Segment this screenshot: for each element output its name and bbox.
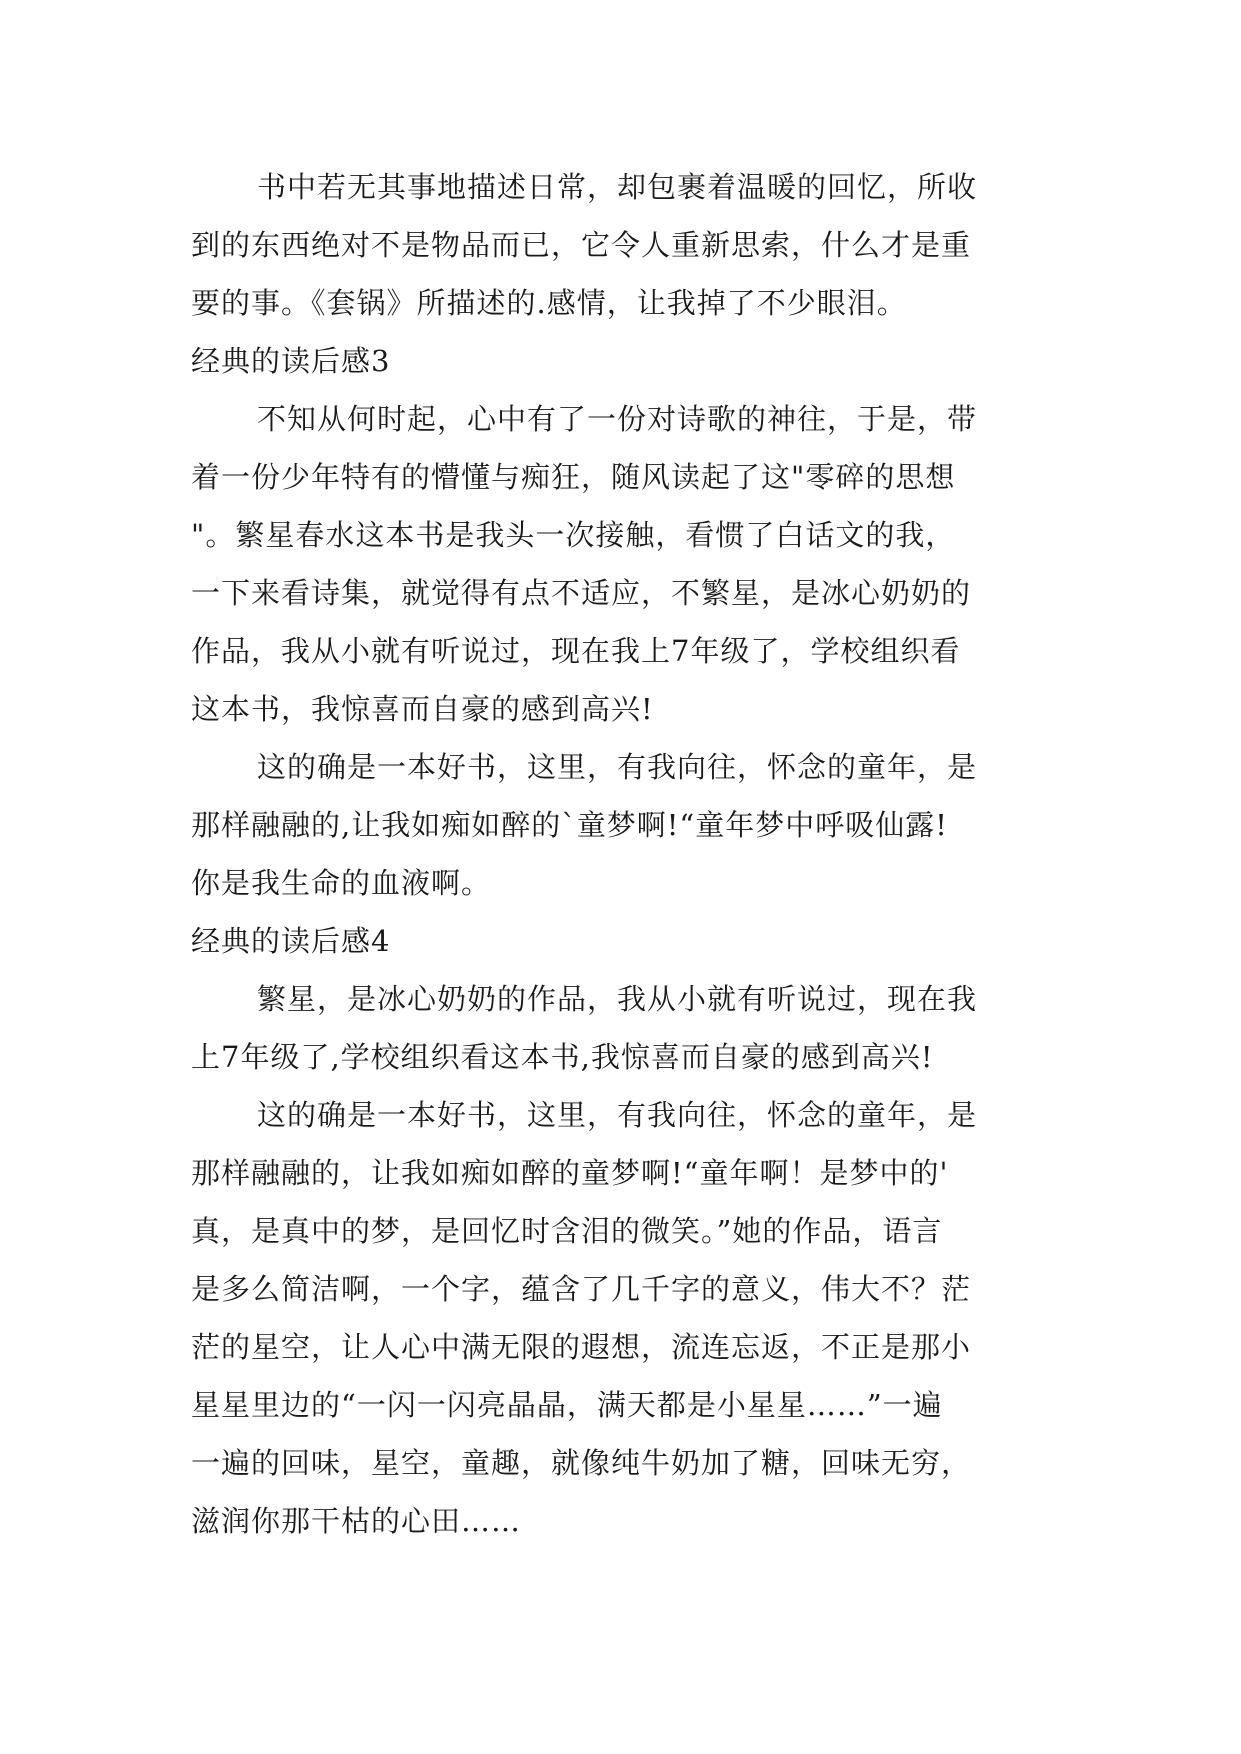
section-heading: 经典的读后感4 [191, 924, 391, 958]
paragraph-line: 那样融融的,让我如痴如醉的`童梦啊!“童年梦中呼吸仙露! [191, 808, 948, 842]
paragraph-line: 真，是真中的梦，是回忆时含泪的微笑。”她的作品，语言 [191, 1214, 943, 1248]
paragraph-line: 上7年级了,学校组织看这本书,我惊喜而自豪的感到高兴! [191, 1040, 934, 1074]
paragraph-line: 一下来看诗集，就觉得有点不适应，不繁星，是冰心奶奶的 [191, 576, 972, 610]
paragraph-line: 到的东西绝对不是物品而已，它令人重新思索，什么才是重 [191, 228, 972, 262]
paragraph-line: 这的确是一本好书，这里，有我向往，怀念的童年，是 [257, 1098, 978, 1132]
paragraph-line: 星星里边的“一闪一闪亮晶晶，满天都是小星星……”一遍 [191, 1388, 943, 1422]
document-body [191, 158, 1051, 1550]
paragraph-line: 着一份少年特有的懵懂与痴狂，随风读起了这"零碎的思想 [191, 460, 956, 494]
paragraph-line: 不知从何时起，心中有了一份对诗歌的神往，于是，带 [257, 402, 978, 436]
paragraph-line: 一遍的回味，星空，童趣，就像纯牛奶加了糖，回味无穷， [191, 1446, 972, 1480]
paragraph-line: 作品，我从小就有听说过，现在我上7年级了，学校组织看 [191, 634, 961, 668]
paragraph-line: 这本书，我惊喜而自豪的感到高兴! [191, 692, 654, 726]
paragraph-line: 茫的星空，让人心中满无限的遐想，流连忘返，不正是那小 [191, 1330, 972, 1364]
paragraph-line: 你是我生命的血液啊。 [191, 866, 492, 900]
section-heading: 经典的读后感3 [191, 344, 391, 378]
paragraph-line: 那样融融的，让我如痴如醉的童梦啊!“童年啊！是梦中的' [191, 1156, 949, 1190]
paragraph-line: "。繁星春水这本书是我头一次接触，看惯了白话文的我， [191, 518, 956, 552]
paragraph-line: 滋润你那干枯的心田…… [191, 1504, 522, 1538]
paragraph-line: 这的确是一本好书，这里，有我向往，怀念的童年，是 [257, 750, 978, 784]
paragraph-line: 书中若无其事地描述日常，却包裹着温暖的回忆，所收 [257, 170, 978, 204]
paragraph-line: 繁星，是冰心奶奶的作品，我从小就有听说过，现在我 [257, 982, 978, 1016]
paragraph-line: 是多么简洁啊，一个字，蕴含了几千字的意义，伟大不？茫 [191, 1272, 972, 1306]
paragraph-line: 要的事。《套锅》所描述的.感情，让我掉了不少眼泪。 [191, 286, 907, 320]
